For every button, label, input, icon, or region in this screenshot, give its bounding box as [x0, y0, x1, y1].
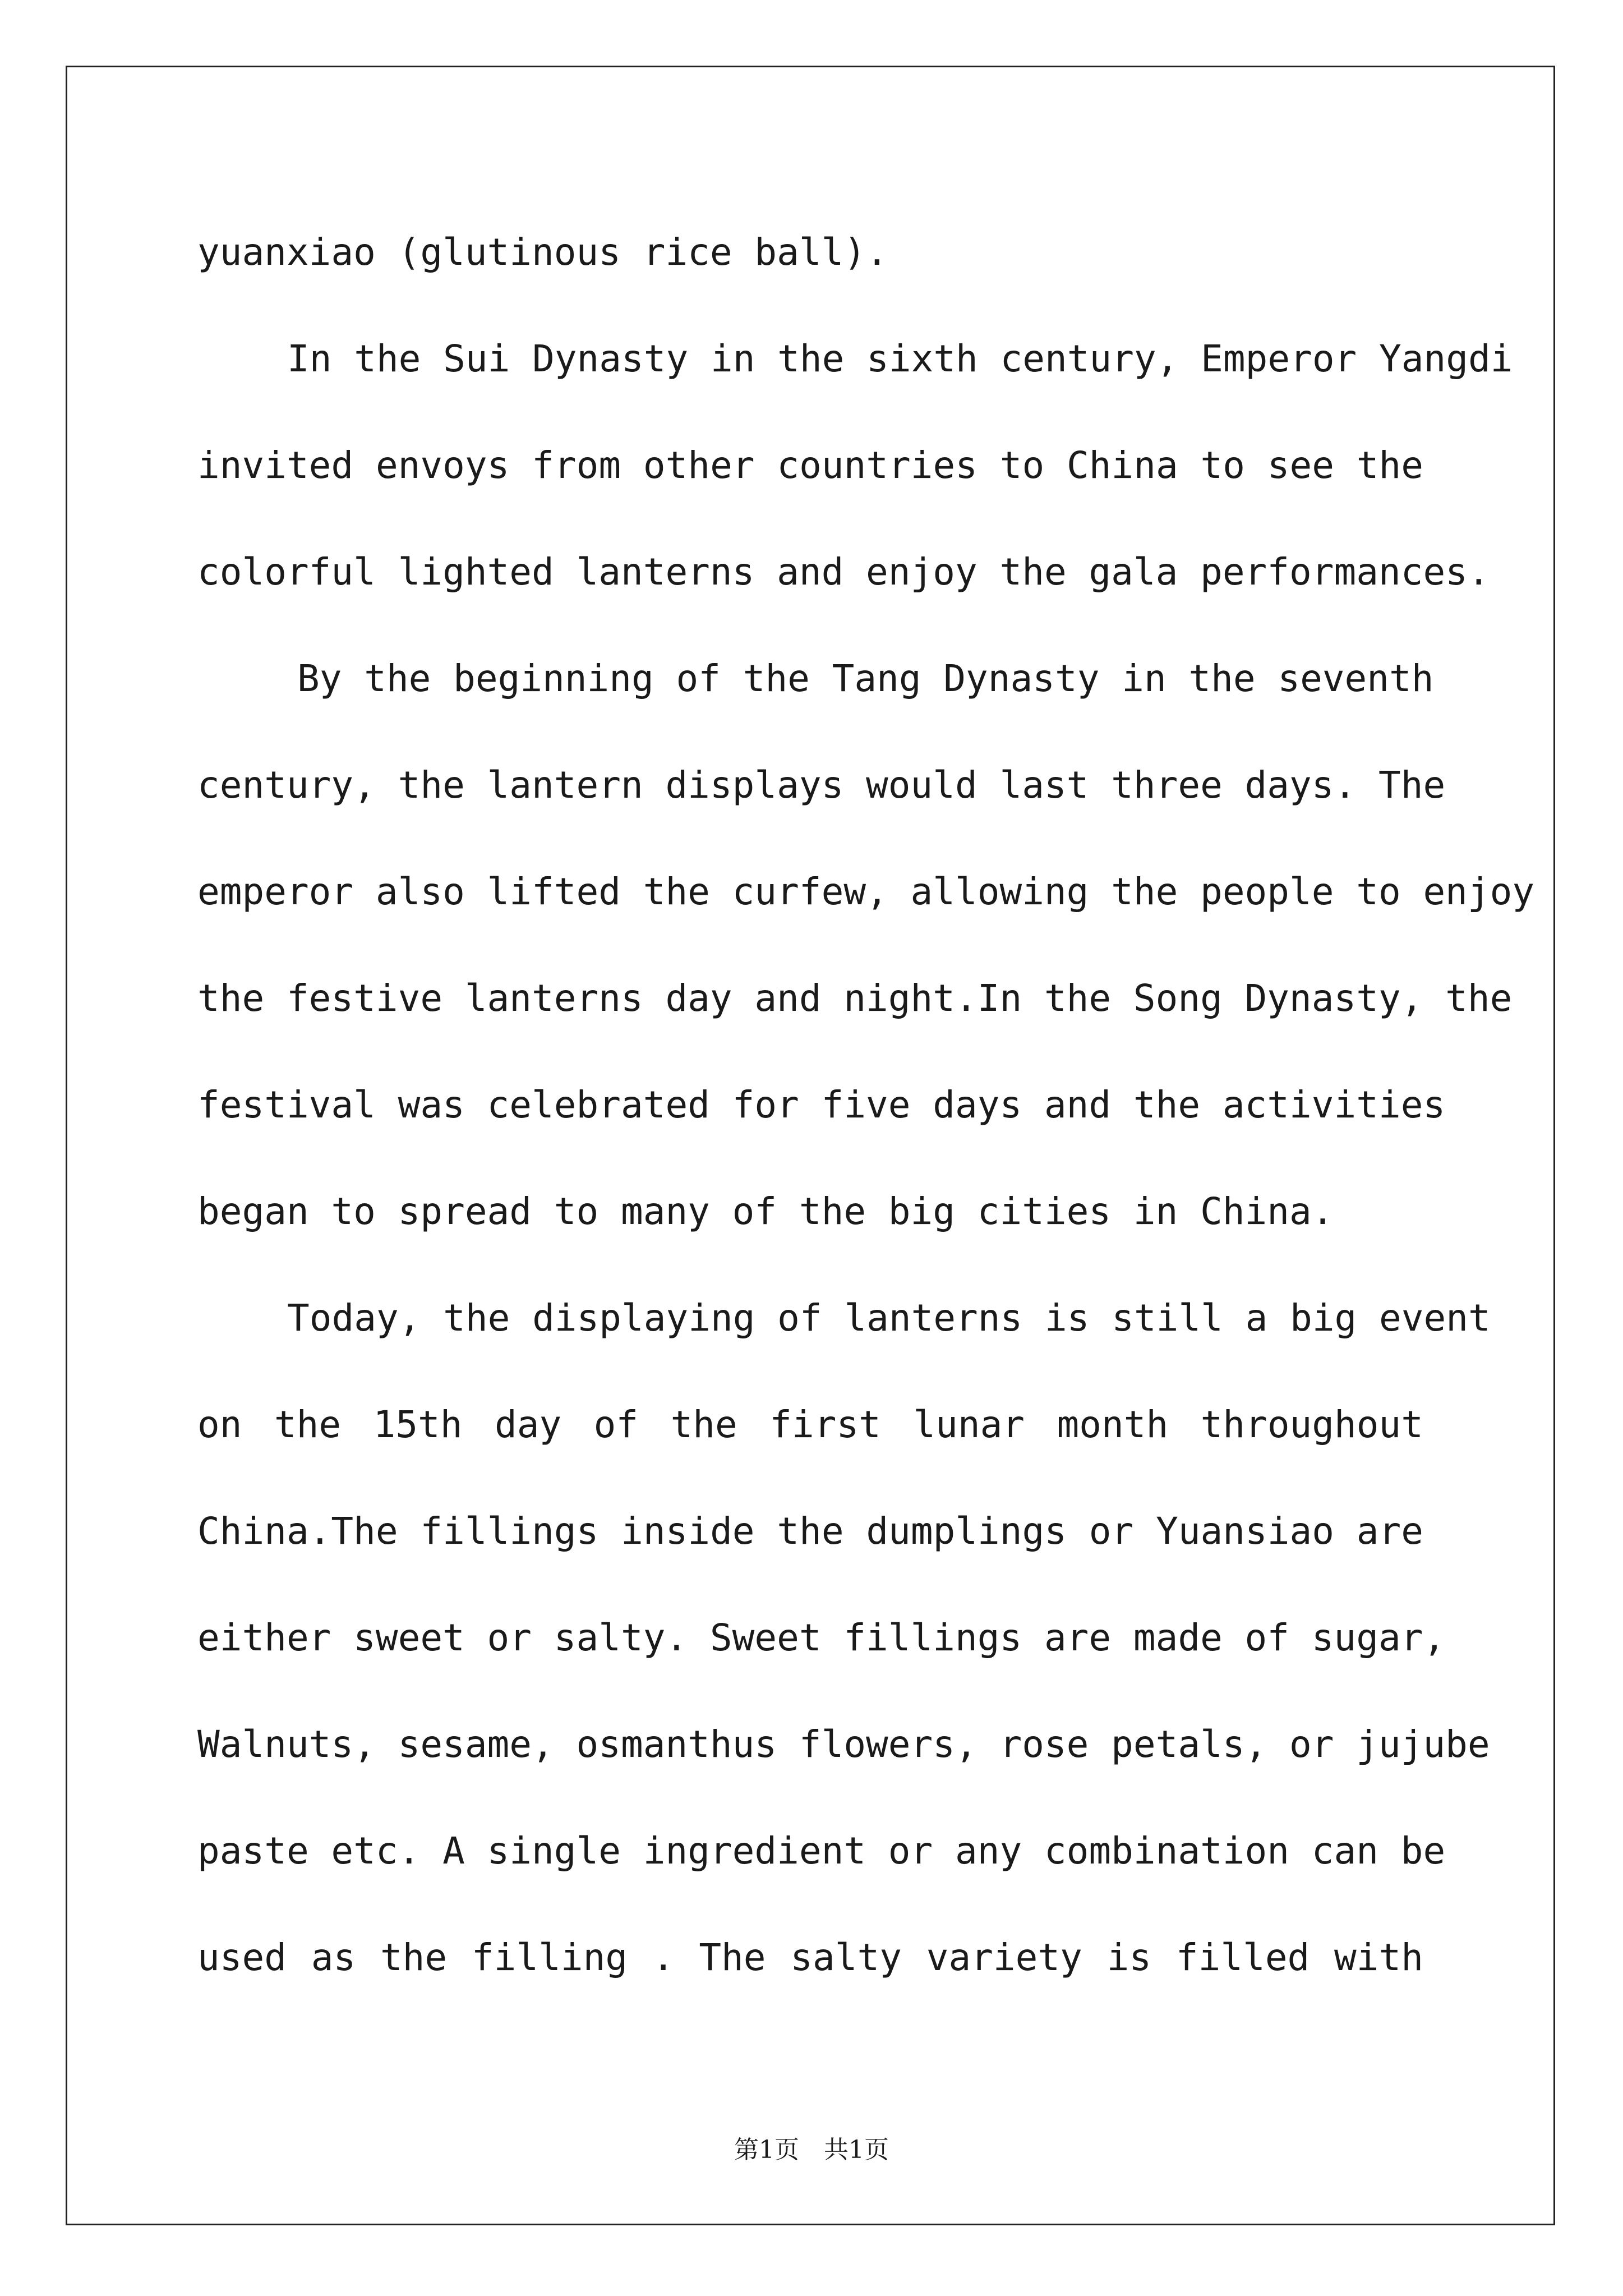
page-number-footer: 第1页 共1页	[734, 2136, 889, 2164]
page-border	[66, 66, 1555, 2225]
text-line: colorful lighted lanterns and enjoy the gala performances.	[197, 550, 1490, 593]
text-line: invited envoys from other countries to China to see the	[197, 444, 1423, 487]
text-line: century, the lantern displays would last three days. The	[197, 763, 1446, 807]
paragraph-first-line: By the beginning of the Tang Dynasty in the seventh	[297, 657, 1434, 700]
text-line: emperor also lifted the curfew, allowing the people to enjoy	[197, 870, 1535, 913]
text-line: the festive lanterns day and night.In the Song Dynasty, the	[197, 977, 1513, 1020]
paragraph-first-line: In the Sui Dynasty in the sixth century, Emperor Yangdi	[287, 337, 1513, 380]
text-line: paste etc. A single ingredient or any combination can be	[197, 1829, 1446, 1872]
text-line: festival was celebrated for five days and the activities	[197, 1083, 1446, 1126]
paragraph-first-line: Today, the displaying of lanterns is still a big event	[287, 1296, 1491, 1340]
text-line: on the 15th day of the first lunar month throughout	[197, 1403, 1423, 1446]
text-line: used as the filling . The salty variety is filled with	[197, 1936, 1423, 1979]
text-line: yuanxiao (glutinous rice ball).	[197, 231, 888, 274]
text-line: either sweet or salty. Sweet fillings are made of sugar,	[197, 1616, 1446, 1659]
text-line: China.The fillings inside the dumplings or Yuansiao are	[197, 1510, 1423, 1553]
text-line: began to spread to many of the big cities in China.	[197, 1190, 1334, 1233]
text-line: Walnuts, sesame, osmanthus flowers, rose petals, or jujube	[197, 1723, 1490, 1766]
